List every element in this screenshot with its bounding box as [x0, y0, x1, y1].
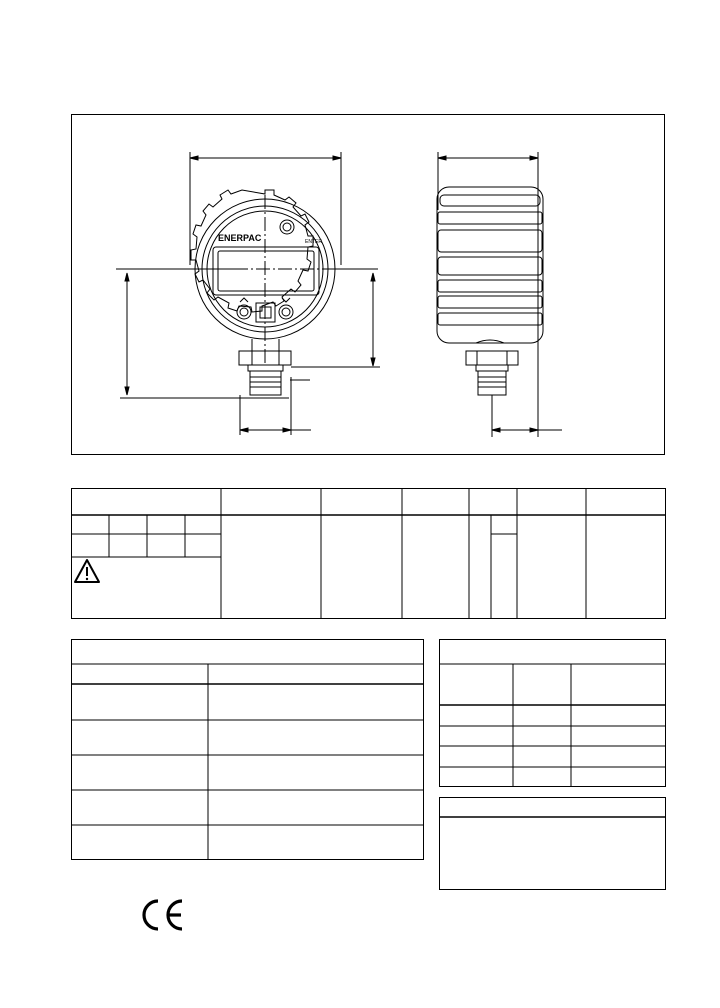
- spec-table: [71, 488, 666, 619]
- side-body: [437, 187, 543, 343]
- left-parameter-grid: [71, 639, 424, 860]
- right-parameter-table: [439, 639, 666, 787]
- warning-triangle-icon: [75, 560, 99, 582]
- ce-mark-icon: [138, 898, 186, 932]
- technical-drawing-frame: [71, 114, 665, 455]
- gauge-lcd-outer: [213, 247, 319, 295]
- spec-table-grid: [71, 488, 666, 619]
- enter-button-outer: [280, 220, 294, 234]
- right-button: [279, 305, 293, 319]
- gauge-enter-label: ENTER: [305, 239, 322, 245]
- side-hex-nut: [466, 351, 518, 365]
- gauge-brand-label: ENERPAC: [218, 233, 262, 243]
- right-parameter-grid: [439, 639, 666, 787]
- right-note-box: [439, 797, 666, 890]
- left-parameter-table: [71, 639, 424, 860]
- threaded-fitting: [250, 371, 281, 395]
- gauge-lcd-inner: [218, 251, 314, 291]
- side-fin-3: [438, 257, 542, 275]
- side-fin-1: [440, 195, 540, 206]
- technical-drawing: [72, 115, 666, 456]
- right-note-grid: [439, 797, 666, 890]
- side-fin-2: [438, 230, 542, 252]
- left-button: [237, 305, 251, 319]
